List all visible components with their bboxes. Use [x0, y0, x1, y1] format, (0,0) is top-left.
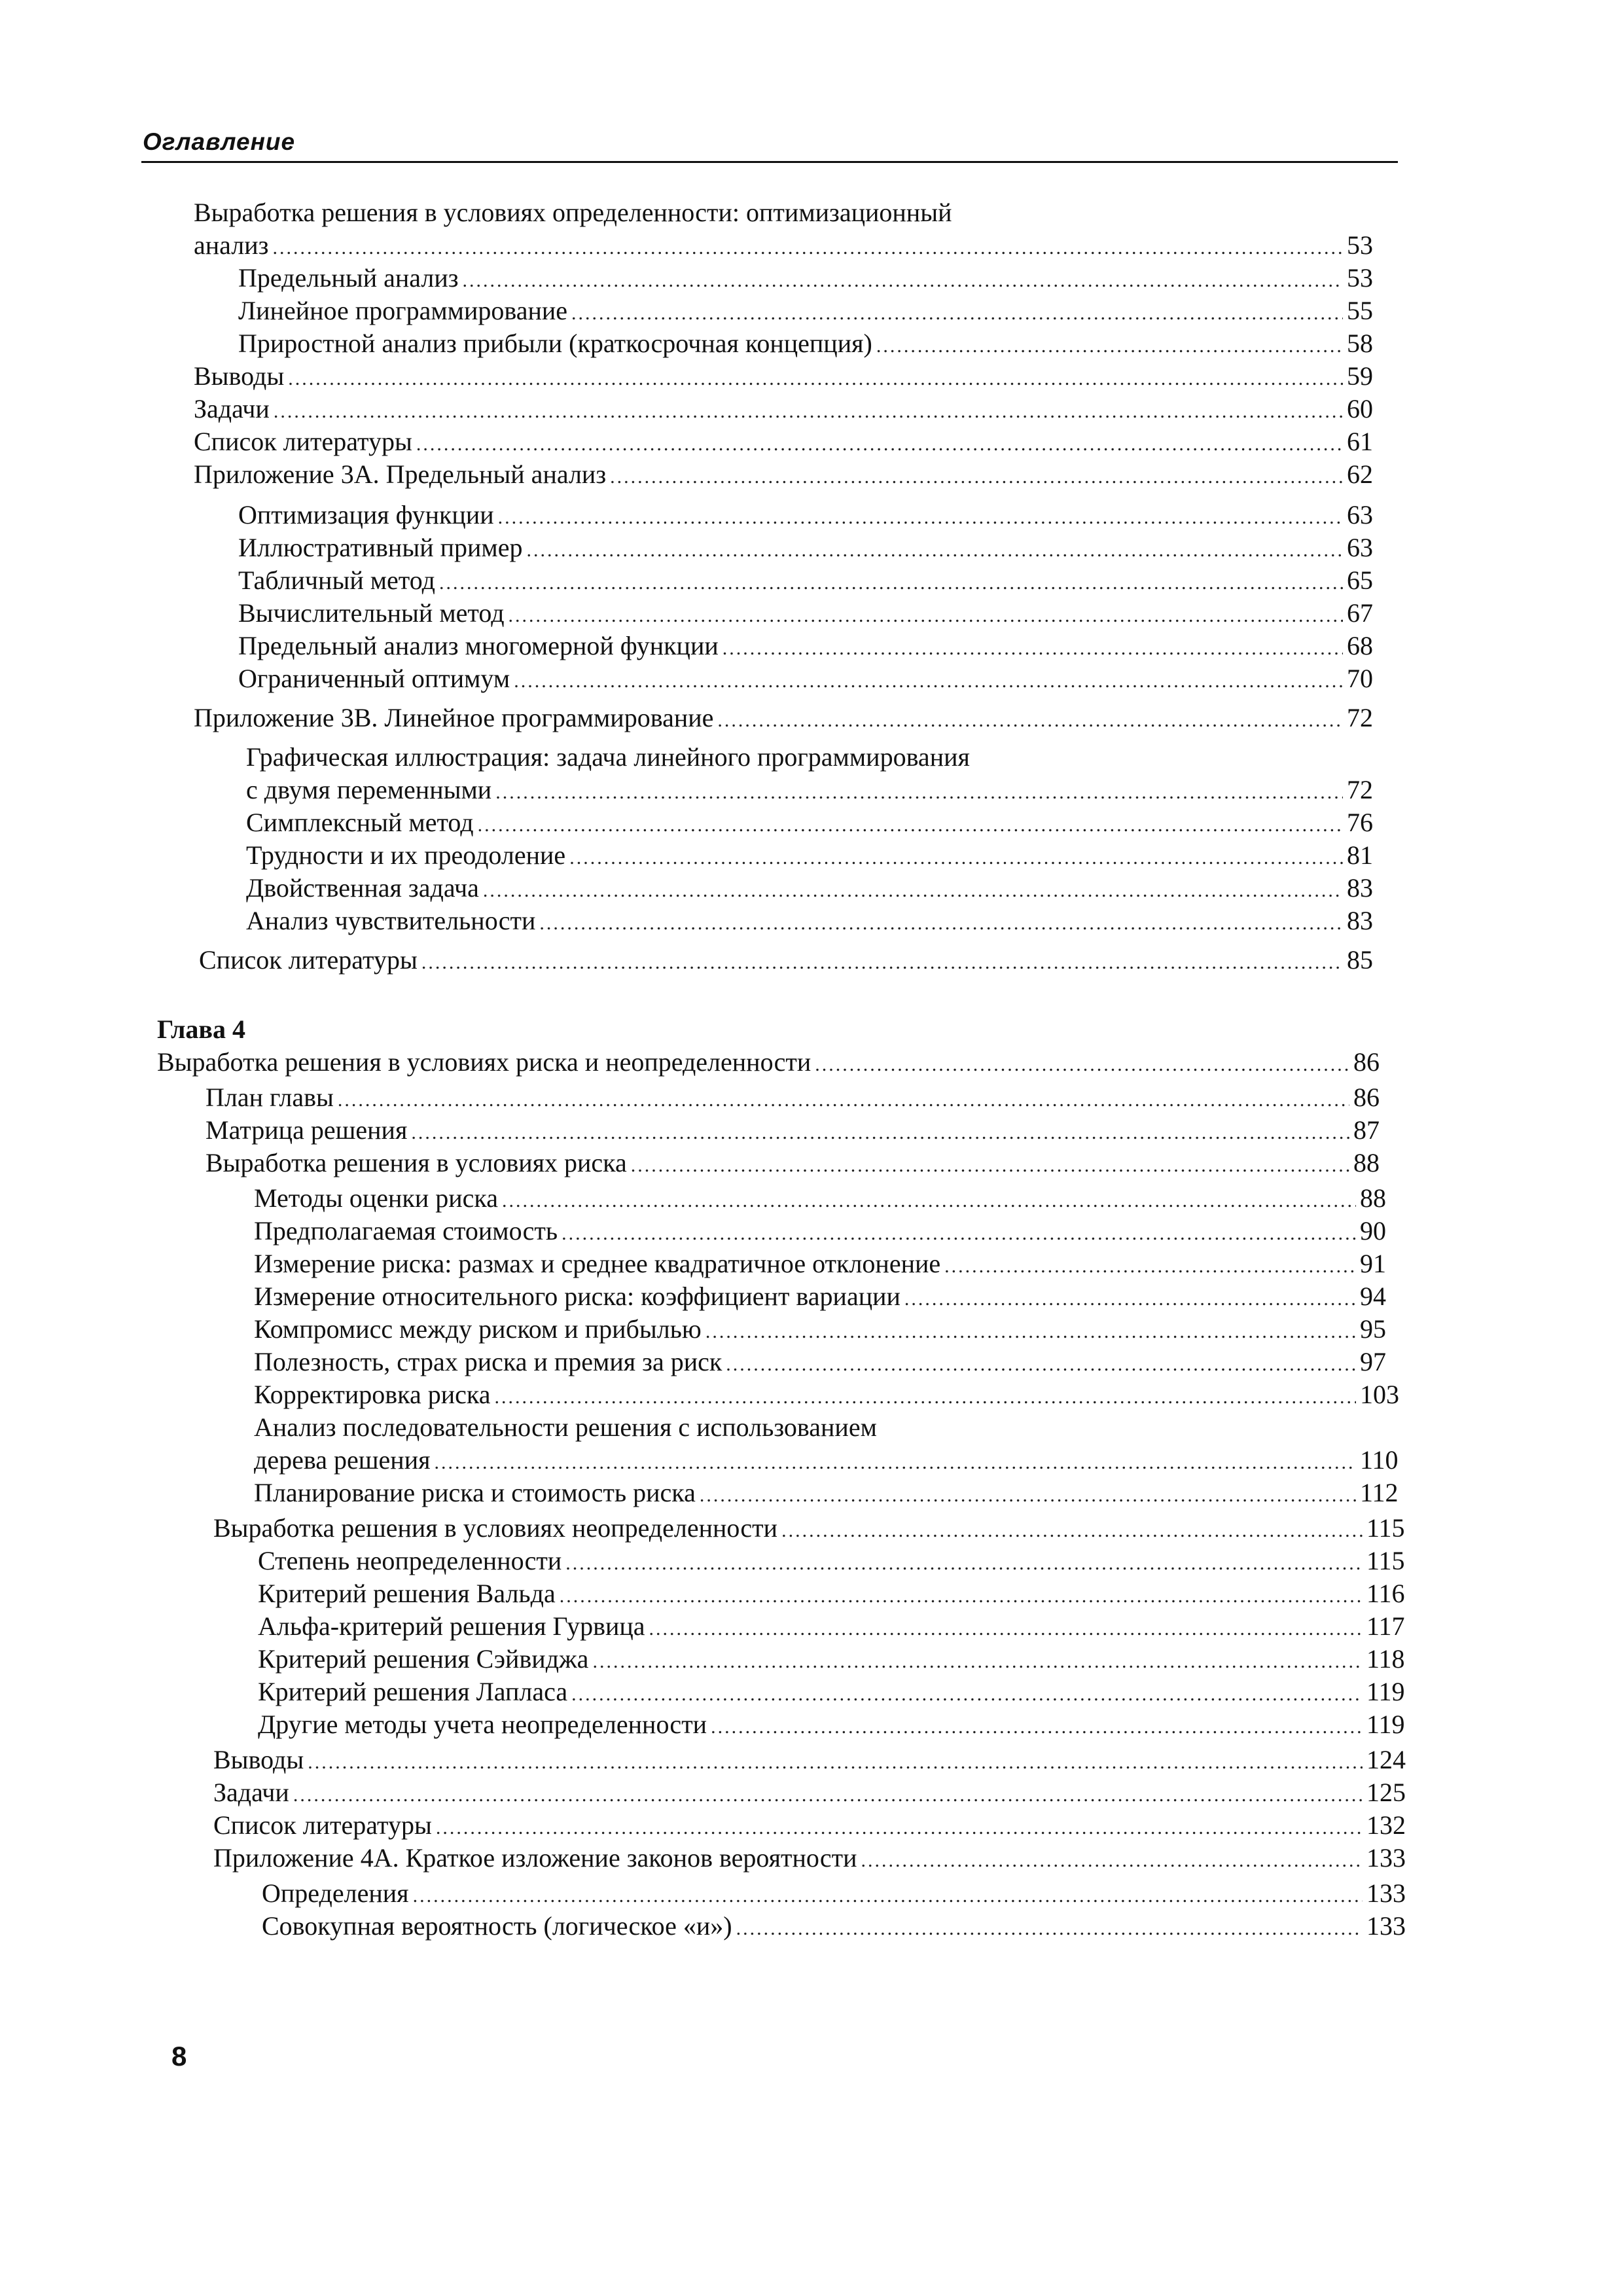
toc-entry-title: Ограниченный оптимум [238, 664, 510, 693]
dot-leader [569, 842, 1343, 874]
toc-entry-page: 76 [1347, 808, 1373, 837]
toc-entry [194, 393, 1394, 428]
toc-entry [213, 1744, 1414, 1779]
dot-leader [711, 1711, 1363, 1744]
toc-entry [254, 1477, 1407, 1512]
dot-leader [308, 1746, 1363, 1779]
toc-entry [238, 531, 1394, 567]
toc-entry-title: Табличный метод [238, 565, 435, 595]
toc-entry-title: Приложение 3В. Линейное программирование [194, 703, 714, 732]
dot-leader [494, 1381, 1356, 1414]
toc-entry [194, 425, 1394, 461]
dot-leader [571, 1678, 1363, 1711]
toc-entry-page: 119 [1366, 1710, 1405, 1739]
toc-entry [254, 1411, 877, 1444]
toc-entry-page: 133 [1366, 1843, 1406, 1873]
dot-leader [413, 1880, 1363, 1912]
toc-entry-page: 133 [1366, 1911, 1406, 1941]
dot-leader [631, 1149, 1349, 1182]
toc-entry [254, 1215, 1407, 1250]
toc-entry-title: анализ [194, 230, 269, 260]
toc-entry-title: Корректировка риска [254, 1380, 491, 1409]
toc-entry-page: 103 [1360, 1380, 1399, 1409]
toc-entry [254, 1444, 1407, 1479]
toc-entry-title: дерева решения [254, 1445, 431, 1475]
toc-entry-page: 133 [1366, 1878, 1406, 1908]
toc-entry-page: 116 [1366, 1579, 1405, 1608]
toc-entry-title: Выводы [194, 361, 285, 391]
toc-entry-page: 81 [1347, 840, 1373, 870]
toc-entry [246, 905, 1394, 940]
toc-entry [194, 196, 952, 229]
toc-entry-page: 83 [1347, 906, 1373, 935]
toc-entry [157, 1046, 1400, 1081]
toc-entry [238, 262, 1394, 297]
toc-entry-title: Критерий решения Сэйвиджа [258, 1644, 589, 1674]
toc-entry [246, 741, 970, 774]
toc-entry-title: Измерение риска: размах и среднее квадратичное отклонение [254, 1249, 941, 1278]
toc-entry [194, 458, 1394, 493]
toc-entry [258, 1577, 1414, 1613]
dot-leader [416, 428, 1343, 461]
dot-leader [944, 1250, 1356, 1283]
dot-leader [508, 600, 1343, 632]
dot-leader [436, 1812, 1363, 1844]
toc-entry-page: 112 [1360, 1478, 1399, 1507]
toc-entry-page: 117 [1366, 1611, 1405, 1641]
dot-leader [736, 1912, 1363, 1945]
toc-entry-title: Приложение 4А. Краткое изложение законов вероятности [213, 1843, 857, 1873]
toc-entry [213, 1809, 1414, 1844]
toc-entry-title: Выработка решения в условиях определенности: оптимизационный [194, 198, 952, 227]
dot-leader [338, 1084, 1349, 1117]
toc-entry [213, 1776, 1414, 1812]
toc-entry [238, 564, 1394, 600]
toc-entry-page: 70 [1347, 664, 1373, 693]
toc-entry-title: Иллюстративный пример [238, 533, 523, 562]
toc-entry-title: Другие методы учета неопределенности [258, 1710, 707, 1739]
toc-entry-page: 55 [1347, 296, 1373, 325]
toc-entry [254, 1346, 1407, 1381]
toc-entry-page: 63 [1347, 500, 1373, 529]
toc-entry-page: 97 [1360, 1347, 1386, 1376]
dot-leader [717, 704, 1343, 737]
dot-leader [815, 1049, 1349, 1081]
toc-entry-page: 65 [1347, 565, 1373, 595]
dot-leader [483, 874, 1343, 907]
dot-leader [562, 1217, 1356, 1250]
toc-entry-page: 110 [1360, 1445, 1399, 1475]
toc-entry [199, 944, 1394, 979]
toc-entry-title: Альфа-критерий решения Гурвица [258, 1611, 645, 1641]
toc-entry [254, 1378, 1407, 1414]
toc-entry-page: 125 [1366, 1778, 1406, 1807]
toc-entry-title: Анализ чувствительности [246, 906, 536, 935]
dot-leader [274, 395, 1343, 428]
dot-leader [726, 1348, 1356, 1381]
toc-entry [238, 295, 1394, 330]
toc-entry-title: Совокупная вероятность (логическое «и») [262, 1911, 732, 1941]
toc-entry-title: Задачи [213, 1778, 289, 1807]
toc-entry-page: 59 [1347, 361, 1373, 391]
dot-leader [526, 534, 1343, 567]
dot-leader [876, 330, 1343, 363]
toc-entry-title: Критерий решения Лапласа [258, 1677, 568, 1706]
toc-entry [246, 872, 1394, 907]
toc-entry-title: Степень неопределенности [258, 1546, 562, 1575]
toc-entry [258, 1610, 1414, 1645]
toc-entry-title: Выводы [213, 1745, 304, 1774]
toc-entry-page: 67 [1347, 598, 1373, 628]
toc-entry-page: 94 [1360, 1282, 1386, 1311]
running-header: Оглавление [143, 128, 296, 155]
dot-leader [439, 567, 1343, 600]
toc-entry-title: Матрица решения [205, 1115, 408, 1145]
toc-entry [246, 839, 1394, 874]
toc-entry-title: Приложение 3А. Предельный анализ [194, 459, 607, 489]
dot-leader [495, 776, 1343, 809]
toc-entry [262, 1877, 1414, 1912]
toc-entry-title: Задачи [194, 394, 270, 423]
dot-leader [560, 1580, 1363, 1613]
toc-entry-page: 86 [1353, 1083, 1380, 1112]
toc-entry-title: Выработка решения в условиях неопределенности [213, 1513, 778, 1543]
toc-entry-page: 61 [1347, 427, 1373, 456]
toc-entry-page: 115 [1366, 1546, 1405, 1575]
toc-entry-page: 115 [1366, 1513, 1405, 1543]
dot-leader [565, 1547, 1363, 1580]
toc-entry-page: 95 [1360, 1314, 1386, 1344]
toc-entry [246, 806, 1394, 842]
toc-entry-title: Предполагаемая стоимость [254, 1216, 558, 1246]
toc-entry-page: 119 [1366, 1677, 1405, 1706]
toc-entry-page: 85 [1347, 945, 1373, 975]
toc-entry-page: 63 [1347, 533, 1373, 562]
toc-entry [213, 1842, 1414, 1877]
toc-entry-page: 72 [1347, 775, 1373, 804]
dot-leader [478, 809, 1343, 842]
toc-entry-title: Измерение относительного риска: коэффициент вариации [254, 1282, 901, 1311]
dot-leader [272, 232, 1343, 264]
dot-leader [421, 946, 1343, 979]
toc-entry-page: 83 [1347, 873, 1373, 903]
toc-entry [205, 1147, 1400, 1182]
toc-entry [205, 1081, 1400, 1117]
page-number: 8 [171, 2041, 187, 2072]
toc-entry-title: Список литературы [194, 427, 412, 456]
dot-leader [592, 1645, 1363, 1678]
toc-entry [238, 499, 1394, 534]
toc-entry-page: 53 [1347, 230, 1373, 260]
toc-entry [254, 1182, 1407, 1217]
toc-entry-page: 68 [1347, 631, 1373, 660]
chapter-label: Глава 4 [157, 1014, 245, 1044]
toc-entry-title: Двойственная задача [246, 873, 479, 903]
toc-entry-page: 86 [1353, 1047, 1380, 1077]
dot-leader [435, 1446, 1357, 1479]
toc-entry-title: Полезность, страх риска и премия за риск [254, 1347, 722, 1376]
toc-entry [238, 597, 1394, 632]
toc-entry-title: Выработка решения в условиях риска [205, 1148, 627, 1177]
toc-entry-page: 91 [1360, 1249, 1386, 1278]
toc-entry [213, 1512, 1414, 1547]
toc-entry [254, 1313, 1407, 1348]
toc-entry-title: Линейное программирование [238, 296, 568, 325]
toc-entry-title: Анализ последовательности решения с использованием [254, 1412, 877, 1442]
dot-leader [649, 1613, 1363, 1645]
dot-leader [293, 1779, 1363, 1812]
toc-entry-page: 88 [1353, 1148, 1380, 1177]
dot-leader [904, 1283, 1356, 1316]
toc-entry [258, 1643, 1414, 1678]
toc-entry [246, 774, 1394, 809]
toc-entry-title: Приростной анализ прибыли (краткосрочная концепция) [238, 329, 872, 358]
toc-entry-page: 132 [1366, 1810, 1406, 1840]
dot-leader [705, 1316, 1356, 1348]
toc-entry-title: Предельный анализ многомерной функции [238, 631, 719, 660]
toc-entry [194, 360, 1394, 395]
toc-entry-title: Симплексный метод [246, 808, 474, 837]
toc-entry [194, 702, 1394, 737]
dot-leader [539, 907, 1343, 940]
dot-leader [700, 1479, 1356, 1512]
dot-leader [463, 264, 1343, 297]
toc-entry-title: Трудности и их преодоление [246, 840, 566, 870]
toc-entry-page: 87 [1353, 1115, 1380, 1145]
toc-entry [258, 1708, 1414, 1744]
toc-entry-page: 88 [1360, 1183, 1386, 1213]
dot-leader [571, 297, 1343, 330]
dot-leader [502, 1185, 1356, 1217]
toc-entry [238, 327, 1394, 363]
toc-entry-title: Графическая иллюстрация: задача линейного программирования [246, 742, 970, 772]
toc-entry [238, 662, 1394, 698]
toc-entry [254, 1247, 1407, 1283]
toc-entry-page: 53 [1347, 263, 1373, 293]
toc-entry-title: Определения [262, 1878, 409, 1908]
toc-entry [258, 1545, 1414, 1580]
dot-leader [781, 1515, 1363, 1547]
toc-entry-title: Вычислительный метод [238, 598, 505, 628]
toc-entry [205, 1114, 1400, 1149]
toc-entry-title: Критерий решения Вальда [258, 1579, 556, 1608]
dot-leader [514, 665, 1343, 698]
dot-leader [861, 1844, 1363, 1877]
toc-entry-title: Методы оценки риска [254, 1183, 498, 1213]
toc-entry-title: Оптимизация функции [238, 500, 494, 529]
toc-entry-page: 90 [1360, 1216, 1386, 1246]
toc-entry [254, 1280, 1407, 1316]
toc-entry-title: Выработка решения в условиях риска и неопределенности [157, 1047, 812, 1077]
toc-entry-page: 62 [1347, 459, 1373, 489]
dot-leader [610, 461, 1343, 493]
dot-leader [411, 1117, 1349, 1149]
toc-entry-title: Компромисс между риском и прибылью [254, 1314, 702, 1344]
toc-entry-title: Планирование риска и стоимость риска [254, 1478, 696, 1507]
toc-entry-title: План главы [205, 1083, 334, 1112]
toc-entry [194, 229, 1394, 264]
toc-entry [238, 630, 1394, 665]
toc-entry [258, 1676, 1414, 1711]
toc-entry-page: 124 [1366, 1745, 1406, 1774]
toc-entry-title: с двумя переменными [246, 775, 492, 804]
dot-leader [498, 501, 1343, 534]
toc-entry-title: Список литературы [213, 1810, 432, 1840]
dot-leader [722, 632, 1343, 665]
toc-entry-page: 118 [1366, 1644, 1405, 1674]
toc-entry-title: Список литературы [199, 945, 418, 975]
toc-entry [262, 1910, 1414, 1945]
toc-entry-title: Предельный анализ [238, 263, 459, 293]
toc-entry-page: 60 [1347, 394, 1373, 423]
toc-entry-page: 72 [1347, 703, 1373, 732]
dot-leader [288, 363, 1343, 395]
toc-entry-page: 58 [1347, 329, 1373, 358]
